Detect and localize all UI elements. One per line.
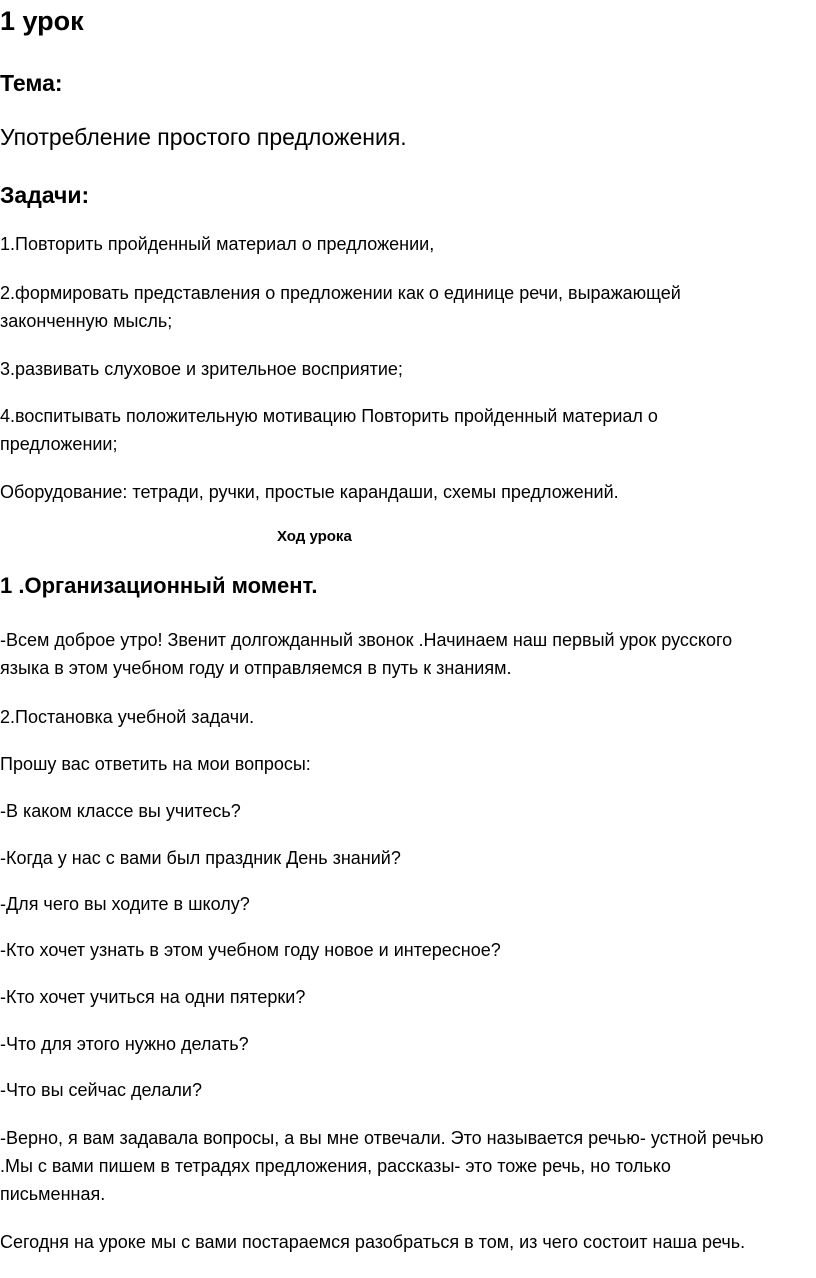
topic-label: Тема: <box>0 70 63 96</box>
equipment-text: Оборудование: тетради, ручки, простые карандаши, схемы предложений. <box>0 482 619 502</box>
task-item-2-line2: законченную мысль; <box>0 311 173 331</box>
question-item-6: -Что для этого нужно делать? <box>0 1034 249 1054</box>
question-item-1: -В каком классе вы учитесь? <box>0 801 241 821</box>
question-item-3: -Для чего вы ходите в школу? <box>0 894 250 914</box>
task-item-4-line2: предложении; <box>0 434 118 454</box>
explanation-line-3: письменная. <box>0 1184 106 1204</box>
explanation-line-1: -Верно, я вам задавала вопросы, а вы мне отвечали. Это называется речью- устной речью <box>0 1128 764 1148</box>
question-item-7: -Что вы сейчас делали? <box>0 1080 202 1100</box>
lesson-title: 1 урок <box>0 6 84 36</box>
questions-intro: Прошу вас ответить на мои вопросы: <box>0 754 311 774</box>
section1-heading: 1 .Организационный момент. <box>0 573 318 598</box>
task-item-1: 1.Повторить пройденный материал о предложении, <box>0 234 435 254</box>
course-heading: Ход урока <box>277 528 352 545</box>
question-item-4: -Кто хочет узнать в этом учебном году новое и интересное? <box>0 940 501 960</box>
greeting-line-2: языка в этом учебном году и отправляемся в путь к знаниям. <box>0 658 512 678</box>
task-item-3: 3.развивать слуховое и зрительное восприятие; <box>0 359 403 379</box>
tasks-label: Задачи: <box>0 182 90 208</box>
conclusion-text: Сегодня на уроке мы с вами постараемся разобраться в том, из чего состоит наша речь. <box>0 1232 746 1252</box>
greeting-line-1: -Всем доброе утро! Звенит долгожданный звонок .Начинаем наш первый урок русского <box>0 630 733 650</box>
explanation-line-2: .Мы с вами пишем в тетрадях предложения, рассказы- это тоже речь, но только <box>0 1156 671 1176</box>
question-item-5: -Кто хочет учиться на одни пятерки? <box>0 987 306 1007</box>
question-item-2: -Когда у нас с вами был праздник День знаний? <box>0 848 401 868</box>
task-item-4-line1: 4.воспитывать положительную мотивацию Повторить пройденный материал о <box>0 406 658 426</box>
task-item-2-line1: 2.формировать представления о предложении как о единице речи, выражающей <box>0 283 681 303</box>
topic-text: Употребление простого предложения. <box>0 124 407 150</box>
section2-heading: 2.Постановка учебной задачи. <box>0 707 255 727</box>
